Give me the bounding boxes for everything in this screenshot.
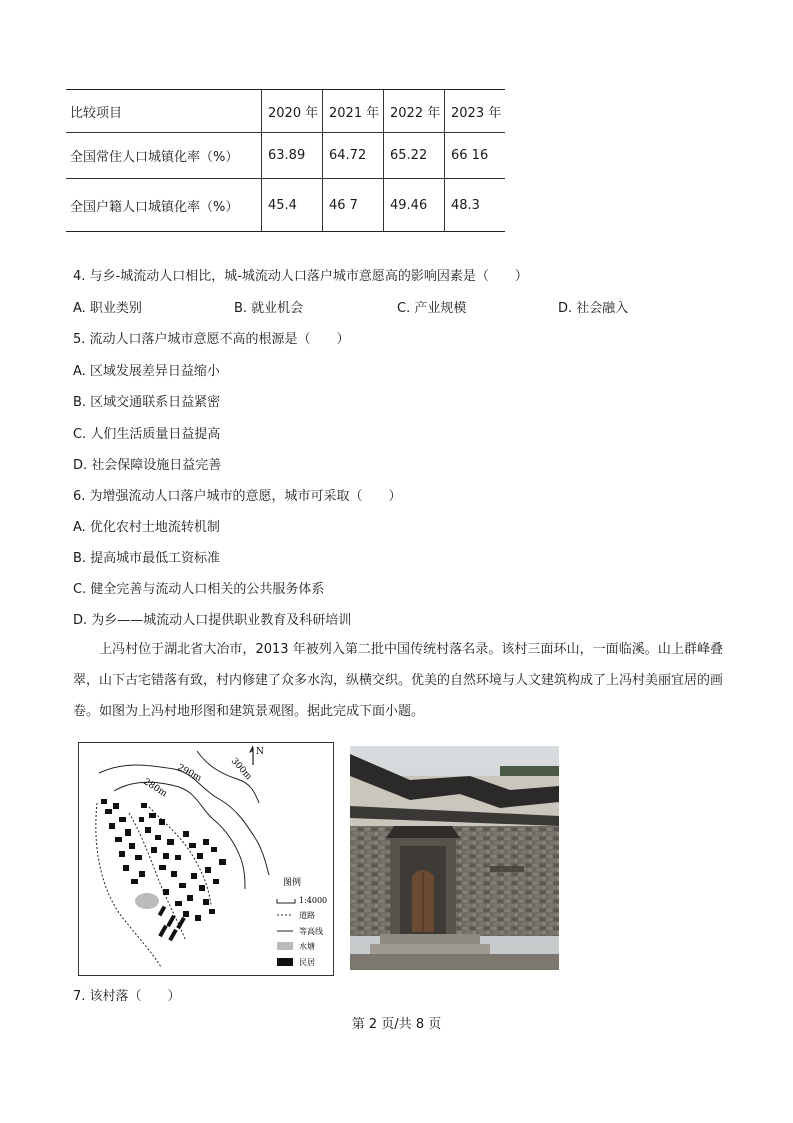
table-cell: 49.46	[384, 179, 445, 232]
table-cell: 全国常住人口城镇化率（%）	[66, 133, 262, 179]
table-cell: 2021 年	[323, 90, 384, 133]
contour-label-300: 300m	[228, 756, 254, 783]
question-6-option-b: B. 提高城市最低工资标准	[73, 551, 221, 566]
table-cell: 65.22	[384, 133, 445, 179]
page-footer: 第 2 页/共 8 页	[351, 1017, 442, 1032]
question-6-option-c: C. 健全完善与流动人口相关的公共服务体系	[73, 582, 325, 597]
legend-pond: 水塘	[299, 942, 315, 951]
table-cell: 63.89	[262, 133, 323, 179]
table-cell: 48.3	[445, 179, 506, 232]
table-cell: 46 7	[323, 179, 384, 232]
question-5-stem: 5. 流动人口落户城市意愿不高的根源是（ ）	[73, 332, 350, 347]
legend-title: 图例	[283, 878, 302, 888]
question-6-option-d: D. 为乡——城流动人口提供职业教育及科研培训	[73, 613, 352, 628]
table-cell: 比较项目	[66, 90, 262, 133]
question-7-stem: 7. 该村落（ ）	[73, 989, 181, 1004]
question-6-stem: 6. 为增强流动人口落户城市的意愿，城市可采取（ ）	[73, 489, 402, 504]
map-drawing	[79, 743, 333, 975]
village-building-photo	[350, 746, 559, 970]
pond-shape	[135, 893, 159, 909]
question-5-option-a: A. 区域发展差异日益缩小	[73, 364, 220, 379]
question-6-option-a: A. 优化农村土地流转机制	[73, 520, 220, 535]
legend-scale: 1:4000	[299, 896, 328, 905]
table-row	[66, 179, 505, 232]
contour-label-290: 290m	[175, 762, 203, 784]
question-4-option-b: B. 就业机会	[234, 301, 304, 316]
question-4-option-a: A. 职业类别	[73, 301, 142, 316]
table-cell: 2020 年	[262, 90, 323, 133]
question-4-stem: 4. 与乡-城流动人口相比，城-城流动人口落户城市意愿高的影响因素是（ ）	[73, 269, 528, 284]
legend-road: 道路	[299, 911, 315, 920]
houses-group	[101, 799, 226, 941]
urbanization-table	[66, 89, 505, 232]
legend-house: 民居	[299, 958, 315, 967]
passage-paragraph: 上冯村位于湖北省大冶市，2013 年被列入第二批中国传统村落名录。该村三面环山，一面临溪。山上群峰叠翠，山下古宅错落有致，村内修建了众多水沟，纵横交织。优美的自然环境与人文建筑构成了上冯村美丽宜居的画卷。如图为上冯村地形图和建筑景观图。据此完成下面小题。	[73, 642, 724, 719]
contour-label-280: 280m	[141, 777, 169, 800]
table-cell: 2022 年	[384, 90, 445, 133]
north-label: N	[256, 747, 264, 757]
table-cell: 2023 年	[445, 90, 506, 133]
table-row	[66, 133, 505, 179]
village-topographic-map	[78, 742, 334, 976]
question-5-option-d: D. 社会保障设施日益完善	[73, 458, 222, 473]
question-5-option-b: B. 区域交通联系日益紧密	[73, 395, 221, 410]
table-cell: 64.72	[323, 133, 384, 179]
question-5-option-c: C. 人们生活质量日益提高	[73, 427, 221, 442]
table-header-row	[66, 90, 505, 133]
table-cell: 45.4	[262, 179, 323, 232]
table-cell: 全国户籍人口城镇化率（%）	[66, 179, 262, 232]
question-4-option-d: D. 社会融入	[558, 301, 629, 316]
question-4-option-c: C. 产业规模	[397, 301, 467, 316]
legend-contour: 等高线	[299, 927, 323, 936]
table-cell: 66 16	[445, 133, 506, 179]
